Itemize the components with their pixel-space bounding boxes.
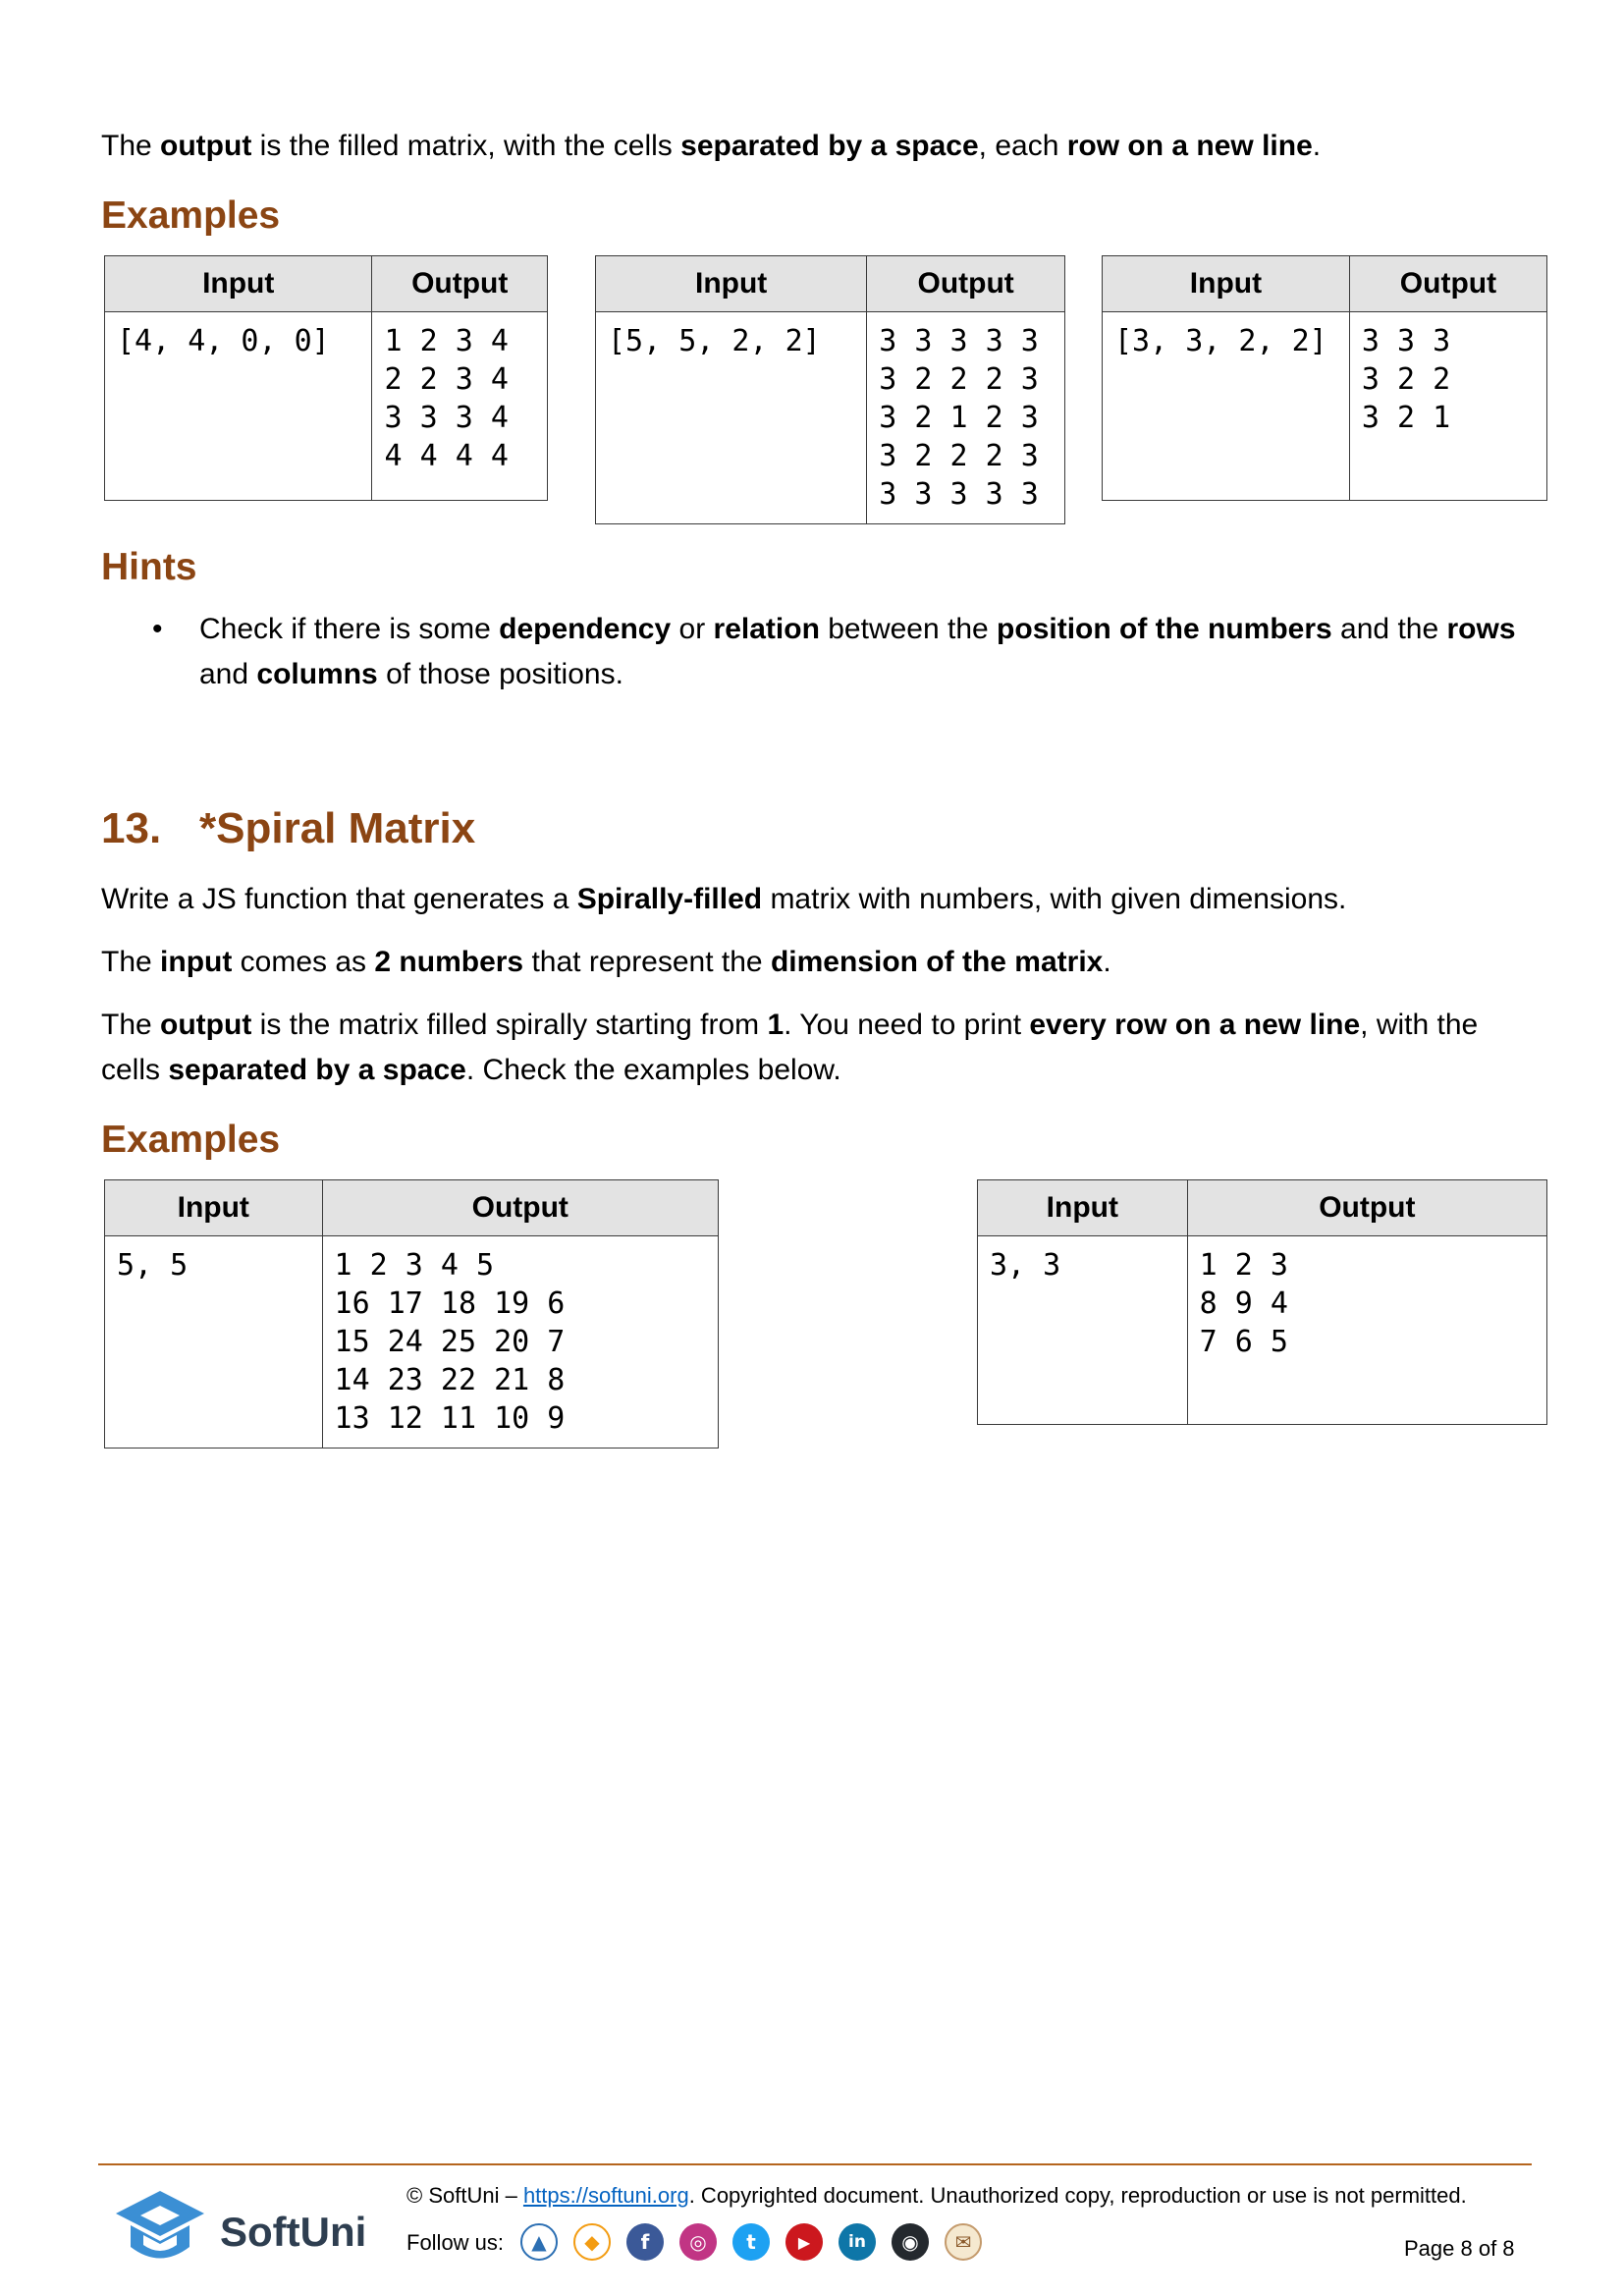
output-line: 3 2 1 2 3	[879, 401, 1039, 435]
input-cell: [3, 3, 2, 2]	[1103, 312, 1350, 501]
facebook-icon[interactable]: f	[626, 2223, 664, 2261]
input-header: Input	[105, 1180, 323, 1236]
output-line: 14 23 22 21 8	[334, 1363, 566, 1397]
output-line: 4 4 4 4	[384, 439, 509, 473]
copyright-prefix: © SoftUni –	[406, 2183, 523, 2208]
paragraph: The output is the matrix filled spirally starting from 1. You need to print every row on a new line, with the cells separated by a space. Check the examples below.	[101, 1009, 1479, 1086]
examples-heading: Examples	[101, 194, 281, 237]
output-line: 3 3 3	[1361, 324, 1451, 358]
email-icon[interactable]: ✉	[945, 2223, 982, 2261]
input-header: Input	[596, 256, 867, 312]
hints-heading: Hints	[101, 546, 197, 588]
example-table-2	[595, 255, 1065, 524]
follow-label: Follow us:	[406, 2230, 505, 2255]
paragraph: The input comes as 2 numbers that represent the dimension of the matrix.	[101, 946, 1111, 978]
spiral-example-table-1	[104, 1179, 719, 1449]
bullet-icon: •	[152, 613, 163, 645]
softuni-link[interactable]: https://softuni.org	[522, 2183, 689, 2208]
instagram-icon[interactable]: ◎	[679, 2223, 717, 2261]
input-cell: 5, 5	[105, 1236, 323, 1449]
footer-divider	[98, 2163, 1532, 2165]
list-item	[101, 607, 1544, 697]
output-cell	[1187, 1236, 1546, 1425]
output-line: 3 2 2	[1361, 362, 1451, 397]
page-number: Page 8 of 8	[1404, 2236, 1515, 2261]
output-header: Output	[372, 256, 548, 312]
hints-list	[101, 607, 1544, 697]
output-line: 1 2 3 4	[384, 324, 509, 358]
output-line: 3 3 3 4	[384, 401, 509, 435]
output-line: 8 9 4	[1199, 1286, 1288, 1321]
examples-heading: Examples	[101, 1119, 281, 1161]
output-cell	[867, 312, 1065, 524]
input-cell: [4, 4, 0, 0]	[105, 312, 372, 501]
example-table-1	[104, 255, 548, 501]
output-line: 15 24 25 20 7	[334, 1325, 566, 1359]
output-description: The output is the filled matrix, with the cells separated by a space, each row on a new line.	[101, 130, 1322, 162]
paragraph: Write a JS function that generates a Spirally-filled matrix with numbers, with given dimensions.	[101, 883, 1347, 915]
input-header: Input	[978, 1180, 1188, 1236]
output-cell	[372, 312, 548, 501]
input-cell: 3, 3	[978, 1236, 1188, 1425]
output-line: 3 2 1	[1361, 401, 1451, 435]
output-line: 1 2 3 4 5	[334, 1248, 495, 1283]
output-header: Output	[322, 1180, 718, 1236]
output-line: 2 2 3 4	[384, 362, 509, 397]
output-line: 3 3 3 3 3	[879, 477, 1039, 512]
output-cell	[322, 1236, 718, 1449]
output-cell	[1349, 312, 1546, 501]
hint-text: Check if there is some dependency or relation between the position of the numbers and the rows and columns of those positions.	[199, 613, 1516, 690]
output-line: 16 17 18 19 6	[334, 1286, 566, 1321]
copyright-suffix: . Copyrighted document. Unauthorized copy, reproduction or use is not permitted.	[688, 2183, 1467, 2208]
input-header: Input	[1103, 256, 1350, 312]
copyright-text	[406, 2182, 1467, 2210]
input-cell: [5, 5, 2, 2]	[596, 312, 867, 524]
section-title-text: *Spiral Matrix	[199, 804, 476, 852]
output-line: 13 12 11 10 9	[334, 1401, 566, 1436]
output-header: Output	[1187, 1180, 1546, 1236]
output-line: 3 2 2 2 3	[879, 439, 1039, 473]
output-line: 3 2 2 2 3	[879, 362, 1039, 397]
twitter-icon[interactable]: t	[732, 2223, 770, 2261]
example-table-3	[1102, 255, 1547, 501]
linkedin-icon[interactable]: in	[839, 2223, 876, 2261]
output-line: 3 3 3 3 3	[879, 324, 1039, 358]
section-number: 13.	[101, 804, 162, 852]
output-header: Output	[867, 256, 1065, 312]
output-header: Output	[1349, 256, 1546, 312]
youtube-icon[interactable]: ▶	[785, 2223, 823, 2261]
github-icon[interactable]: ◉	[892, 2223, 929, 2261]
softuni-icon[interactable]: ▲	[520, 2223, 558, 2261]
input-header: Input	[105, 256, 372, 312]
spiral-example-table-2	[977, 1179, 1547, 1425]
softuni-creative-icon[interactable]: ◆	[573, 2223, 611, 2261]
output-line: 1 2 3	[1199, 1248, 1288, 1283]
logo-text: SoftUni	[220, 2209, 367, 2255]
section-title	[101, 801, 475, 856]
social-icons	[520, 2223, 982, 2261]
output-line: 7 6 5	[1199, 1325, 1288, 1359]
